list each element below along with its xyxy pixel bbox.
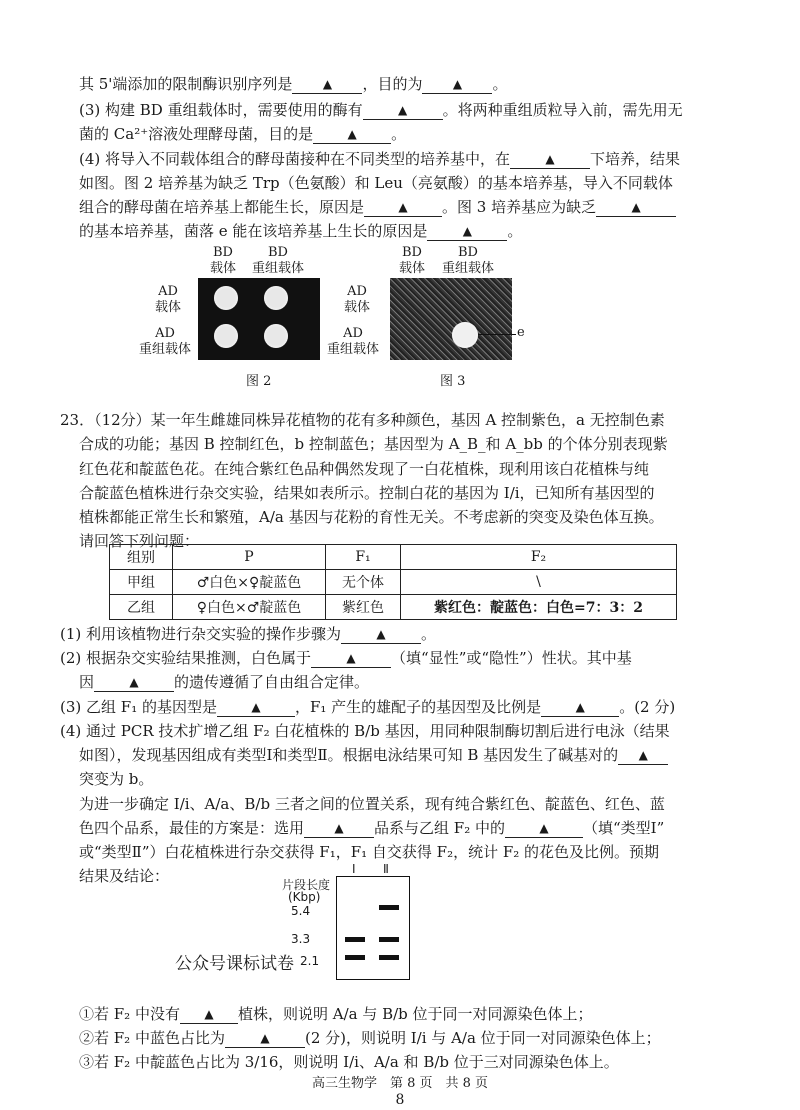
colony-e-pointer <box>478 334 516 335</box>
table-cell: ♀白色×♂靛蓝色 <box>173 595 326 620</box>
fig3-caption: 图 3 <box>440 374 466 389</box>
table-cell: 紫红色 <box>326 595 401 620</box>
q23-sub4-line7: 结果及结论： <box>79 867 170 885</box>
q22-part4-line1: (4) 将导入不同载体组合的酵母菌接种在不同类型的培养基中，在 ▲ 下培养，结果 <box>79 150 681 168</box>
fig2-plate <box>198 278 320 360</box>
gel-axis-label: 片段长度 <box>282 878 331 892</box>
colony <box>264 286 288 310</box>
q23-sub4-line5: 色四个品系，最佳的方案是：选用 ▲ 品系与乙组 F₂ 中的 ▲ （填“类型Ⅰ” <box>79 819 665 837</box>
q23-sub4-line4: 为进一步确定 I/i、A/a、B/b 三者之间的位置关系，现有纯合紫红色、靛蓝色、红色、蓝 <box>79 795 665 813</box>
watermark: 公众号课标试卷 <box>175 954 294 974</box>
q23-sub2-line1: (2) 根据杂交实验结果推测，白色属于 ▲ （填“显性”或“隐性”）性状。其中基 <box>60 649 632 667</box>
table-cell: 甲组 <box>110 570 173 595</box>
table-header: F₁ <box>326 545 401 570</box>
colony <box>214 286 238 310</box>
cross-result-table <box>109 544 677 620</box>
gel-band <box>379 955 399 960</box>
q22-part4-line2: 如图。图 2 培养基为缺乏 Trp（色氨酸）和 Leu（亮氨酸）的基本培养基，导入不同载体 <box>79 174 673 192</box>
q23-line1: 23．（12分）某一年生雌雄同株异花植物的花有多种颜色，基因 A 控制紫色，a 无控制色素 <box>60 411 665 429</box>
q22-line1: 其 5'端添加的限制酶识别序列是 ▲ ，目的为 ▲ 。 <box>79 75 508 93</box>
table-cell: 乙组 <box>110 595 173 620</box>
colony <box>264 324 288 348</box>
colony-e-label: e <box>517 325 525 340</box>
table-cell: ♂白色×♀靛蓝色 <box>173 570 326 595</box>
fig2-col2-label: BD 重组载体 <box>251 245 304 276</box>
q22-part3-line1: (3) 构建 BD 重组载体时，需要使用的酶有 ▲ 。将两种重组质粒导入前，需先用无 <box>79 101 683 119</box>
table-row <box>110 595 677 620</box>
table-header: F₂ <box>401 545 677 570</box>
gel-tick-5.4: 5.4 <box>291 904 311 918</box>
table-cell: \ <box>401 570 677 595</box>
fig2-caption: 图 2 <box>246 374 272 389</box>
q23-conclusion2: ②若 F₂ 中蓝色占比为 ▲ (2 分)，则说明 I/i 与 A/a 位于同一对同源染色体上； <box>79 1029 661 1047</box>
gel-band <box>379 905 399 910</box>
fig3-col2-label: BD 重组载体 <box>441 245 494 276</box>
q23-sub3: (3) 乙组 F₁ 的基因型是 ▲ ，F₁ 产生的雄配子的基因型及比例是 ▲ 。(2 分) <box>60 698 676 716</box>
q23-conclusion3: ③若 F₂ 中靛蓝色占比为 3/16，则说明 I/i、A/a 和 B/b 位于三对同源染色体上。 <box>79 1053 619 1071</box>
table-row <box>110 570 677 595</box>
q23-line6: 请回答下列问题： <box>79 532 200 550</box>
q23-sub1: (1) 利用该植物进行杂交实验的操作步骤为 ▲ 。 <box>60 625 437 643</box>
gel-band <box>345 937 365 942</box>
q23-sub4-line3: 突变为 b。 <box>79 770 154 788</box>
gel-lane2-label: Ⅱ <box>383 862 389 876</box>
fig2-col1-label: BD 载体 <box>209 245 236 276</box>
q23-line5: 植株都能正常生长和繁殖，A/a 基因与花粉的育性无关。不考虑新的突变及染色体互换。 <box>79 508 664 526</box>
gel-box <box>336 876 410 980</box>
gel-axis-unit: (Kbp) <box>288 890 321 904</box>
colony <box>214 324 238 348</box>
q23-conclusion1: ①若 F₂ 中没有 ▲ 植株，则说明 A/a 与 B/b 位于同一对同源染色体上； <box>79 1005 593 1023</box>
page-number: 8 <box>395 1092 405 1108</box>
table-header: 组别 <box>110 545 173 570</box>
gel-tick-3.3: 3.3 <box>291 932 311 946</box>
fig3-plate <box>390 278 512 360</box>
fig3-row2-label: AD 重组载体 <box>326 326 379 357</box>
q23-sub2-line2: 因 ▲ 的遗传遵循了自由组合定律。 <box>79 673 370 691</box>
page-footer: 高三生物学 第 8 页 共 8 页 <box>311 1076 489 1091</box>
q23-line4: 合靛蓝色植株进行杂交实验，结果如表所示。控制白花的基因为 I/i，已知所有基因型的 <box>79 484 655 502</box>
table-cell: 无个体 <box>326 570 401 595</box>
q23-line3: 红色花和靛蓝色花。在纯合紫红色品种偶然发现了一白花植株，现利用该白花植株与纯 <box>79 460 650 478</box>
q23-sub4-line2: 如图），发现基因组成有类型Ⅰ和类型Ⅱ。根据电泳结果可知 B 基因发生了碱基对的 ▲ <box>79 745 668 765</box>
gel-band <box>345 955 365 960</box>
q22-part4-line3: 组合的酵母菌在培养基上都能生长，原因是 ▲ 。图 3 培养基应为缺乏 ▲ <box>79 197 676 217</box>
q23-sub4-line6: 或“类型Ⅱ”）白花植株进行杂交获得 F₁，F₁ 自交获得 F₂，统计 F₂ 的花色及比例。预期 <box>79 843 660 861</box>
fig2-row1-label: AD 载体 <box>154 284 181 315</box>
q23-line2: 合成的功能；基因 B 控制红色，b 控制蓝色；基因型为 A_B_和 A_bb 的个体分别表现紫 <box>79 435 668 453</box>
table-cell: 紫红色：靛蓝色：白色=7：3：2 <box>401 595 677 620</box>
q23-sub4-line1: (4) 通过 PCR 技术扩增乙组 F₂ 白花植株的 B/b 基因，用同种限制酶切割后进行电泳（结果 <box>60 722 670 740</box>
table-header-row <box>110 545 677 570</box>
gel-tick-2.1: 2.1 <box>300 954 320 968</box>
fig3-row1-label: AD 载体 <box>343 284 370 315</box>
q22-part3-line2: 菌的 Ca²⁺溶液处理酵母菌，目的是 ▲ 。 <box>79 125 407 143</box>
gel-lane1-label: Ⅰ <box>352 862 356 876</box>
table-header: P <box>173 545 326 570</box>
fig3-col1-label: BD 载体 <box>398 245 425 276</box>
q22-part4-line4: 的基本培养基，菌落 e 能在该培养基上生长的原因是 ▲ 。 <box>79 222 523 240</box>
gel-band <box>379 937 399 942</box>
colony-e <box>452 322 478 348</box>
fig2-row2-label: AD 重组载体 <box>138 326 191 357</box>
